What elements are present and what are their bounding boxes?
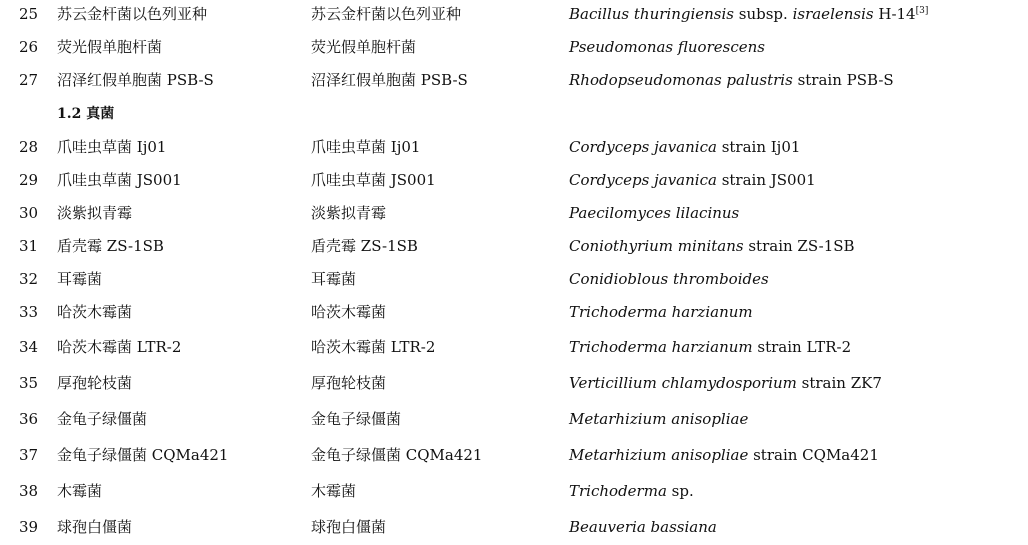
table-row [0, 369, 1028, 397]
registered-name: 木霉菌 [311, 482, 357, 500]
citation-ref: [3] [915, 6, 929, 16]
registered-name: 苏云金杆菌以色列亚种 [311, 5, 462, 23]
row-number: 38 [19, 482, 39, 500]
registered-name: 耳霉菌 [311, 270, 357, 288]
common-name: 耳霉菌 [57, 270, 103, 288]
registered-name: 金龟子绿僵菌 CQMa421 [311, 446, 483, 464]
registered-name: 厚孢轮枝菌 [311, 374, 387, 392]
scientific-name: Paecilomyces lilacinus [569, 204, 740, 222]
scientific-name: Conidioblous thromboides [569, 270, 769, 288]
common-name: 盾壳霉 ZS-1SB [57, 237, 164, 255]
table-row [0, 199, 1028, 227]
row-number: 27 [19, 71, 39, 89]
common-name: 哈茨木霉菌 LTR-2 [57, 338, 182, 356]
table-row [0, 265, 1028, 293]
scientific-name: Bacillus thuringiensis subsp. israelensis H-14[3] [569, 5, 929, 23]
table-row [0, 0, 1028, 28]
row-number: 32 [19, 270, 39, 288]
scientific-name: Cordyceps javanica strain Ij01 [569, 138, 801, 156]
scientific-name: Cordyceps javanica strain JS001 [569, 171, 816, 189]
scientific-name: Beauveria bassiana [569, 518, 717, 536]
common-name: 荧光假单胞杆菌 [57, 38, 163, 56]
table-row [0, 333, 1028, 361]
row-number: 28 [19, 138, 39, 156]
common-name: 金龟子绿僵菌 CQMa421 [57, 446, 229, 464]
registered-name: 爪哇虫草菌 JS001 [311, 171, 436, 189]
common-name: 哈茨木霉菌 [57, 303, 133, 321]
table-row [0, 133, 1028, 161]
registered-name: 球孢白僵菌 [311, 518, 387, 536]
common-name: 淡紫拟青霉 [57, 204, 133, 222]
scientific-name: Trichoderma harzianum strain LTR-2 [569, 338, 852, 356]
row-number: 30 [19, 204, 39, 222]
section-heading-row [0, 100, 1028, 128]
table-row [0, 477, 1028, 505]
registered-name: 淡紫拟青霉 [311, 204, 387, 222]
registered-name: 盾壳霉 ZS-1SB [311, 237, 418, 255]
table-row [0, 33, 1028, 61]
table-row [0, 166, 1028, 194]
row-number: 39 [19, 518, 39, 536]
registered-name: 哈茨木霉菌 [311, 303, 387, 321]
common-name: 沼泽红假单胞菌 PSB-S [57, 71, 214, 89]
common-name: 爪哇虫草菌 Ij01 [57, 138, 167, 156]
common-name: 球孢白僵菌 [57, 518, 133, 536]
scientific-name: Trichoderma harzianum [569, 303, 753, 321]
registered-name: 沼泽红假单胞菌 PSB-S [311, 71, 468, 89]
common-name: 厚孢轮枝菌 [57, 374, 133, 392]
scientific-name: Pseudomonas fluorescens [569, 38, 765, 56]
common-name: 金龟子绿僵菌 [57, 410, 148, 428]
table-row [0, 441, 1028, 469]
table-row [0, 298, 1028, 326]
row-number: 34 [19, 338, 39, 356]
scientific-name: Coniothyrium minitans strain ZS-1SB [569, 237, 855, 255]
common-name: 木霉菌 [57, 482, 103, 500]
registered-name: 爪哇虫草菌 Ij01 [311, 138, 421, 156]
registered-name: 金龟子绿僵菌 [311, 410, 402, 428]
table-row [0, 405, 1028, 433]
table-row [0, 232, 1028, 260]
section-heading: 1.2 真菌 [57, 106, 115, 122]
row-number: 26 [19, 38, 39, 56]
row-number: 25 [19, 5, 39, 23]
common-name: 爪哇虫草菌 JS001 [57, 171, 182, 189]
registered-name: 荧光假单胞杆菌 [311, 38, 417, 56]
table-row [0, 66, 1028, 94]
row-number: 36 [19, 410, 39, 428]
row-number: 31 [19, 237, 39, 255]
scientific-name: Trichoderma sp. [569, 482, 694, 500]
row-number: 29 [19, 171, 39, 189]
scientific-name: Metarhizium anisopliae [569, 410, 749, 428]
registered-name: 哈茨木霉菌 LTR-2 [311, 338, 436, 356]
row-number: 33 [19, 303, 39, 321]
table-row [0, 513, 1028, 541]
common-name: 苏云金杆菌以色列亚种 [57, 5, 208, 23]
row-number: 37 [19, 446, 39, 464]
scientific-name: Metarhizium anisopliae strain CQMa421 [569, 446, 879, 464]
scientific-name: Rhodopseudomonas palustris strain PSB-S [569, 71, 894, 89]
row-number: 35 [19, 374, 39, 392]
scientific-name: Verticillium chlamydosporium strain ZK7 [569, 374, 882, 392]
